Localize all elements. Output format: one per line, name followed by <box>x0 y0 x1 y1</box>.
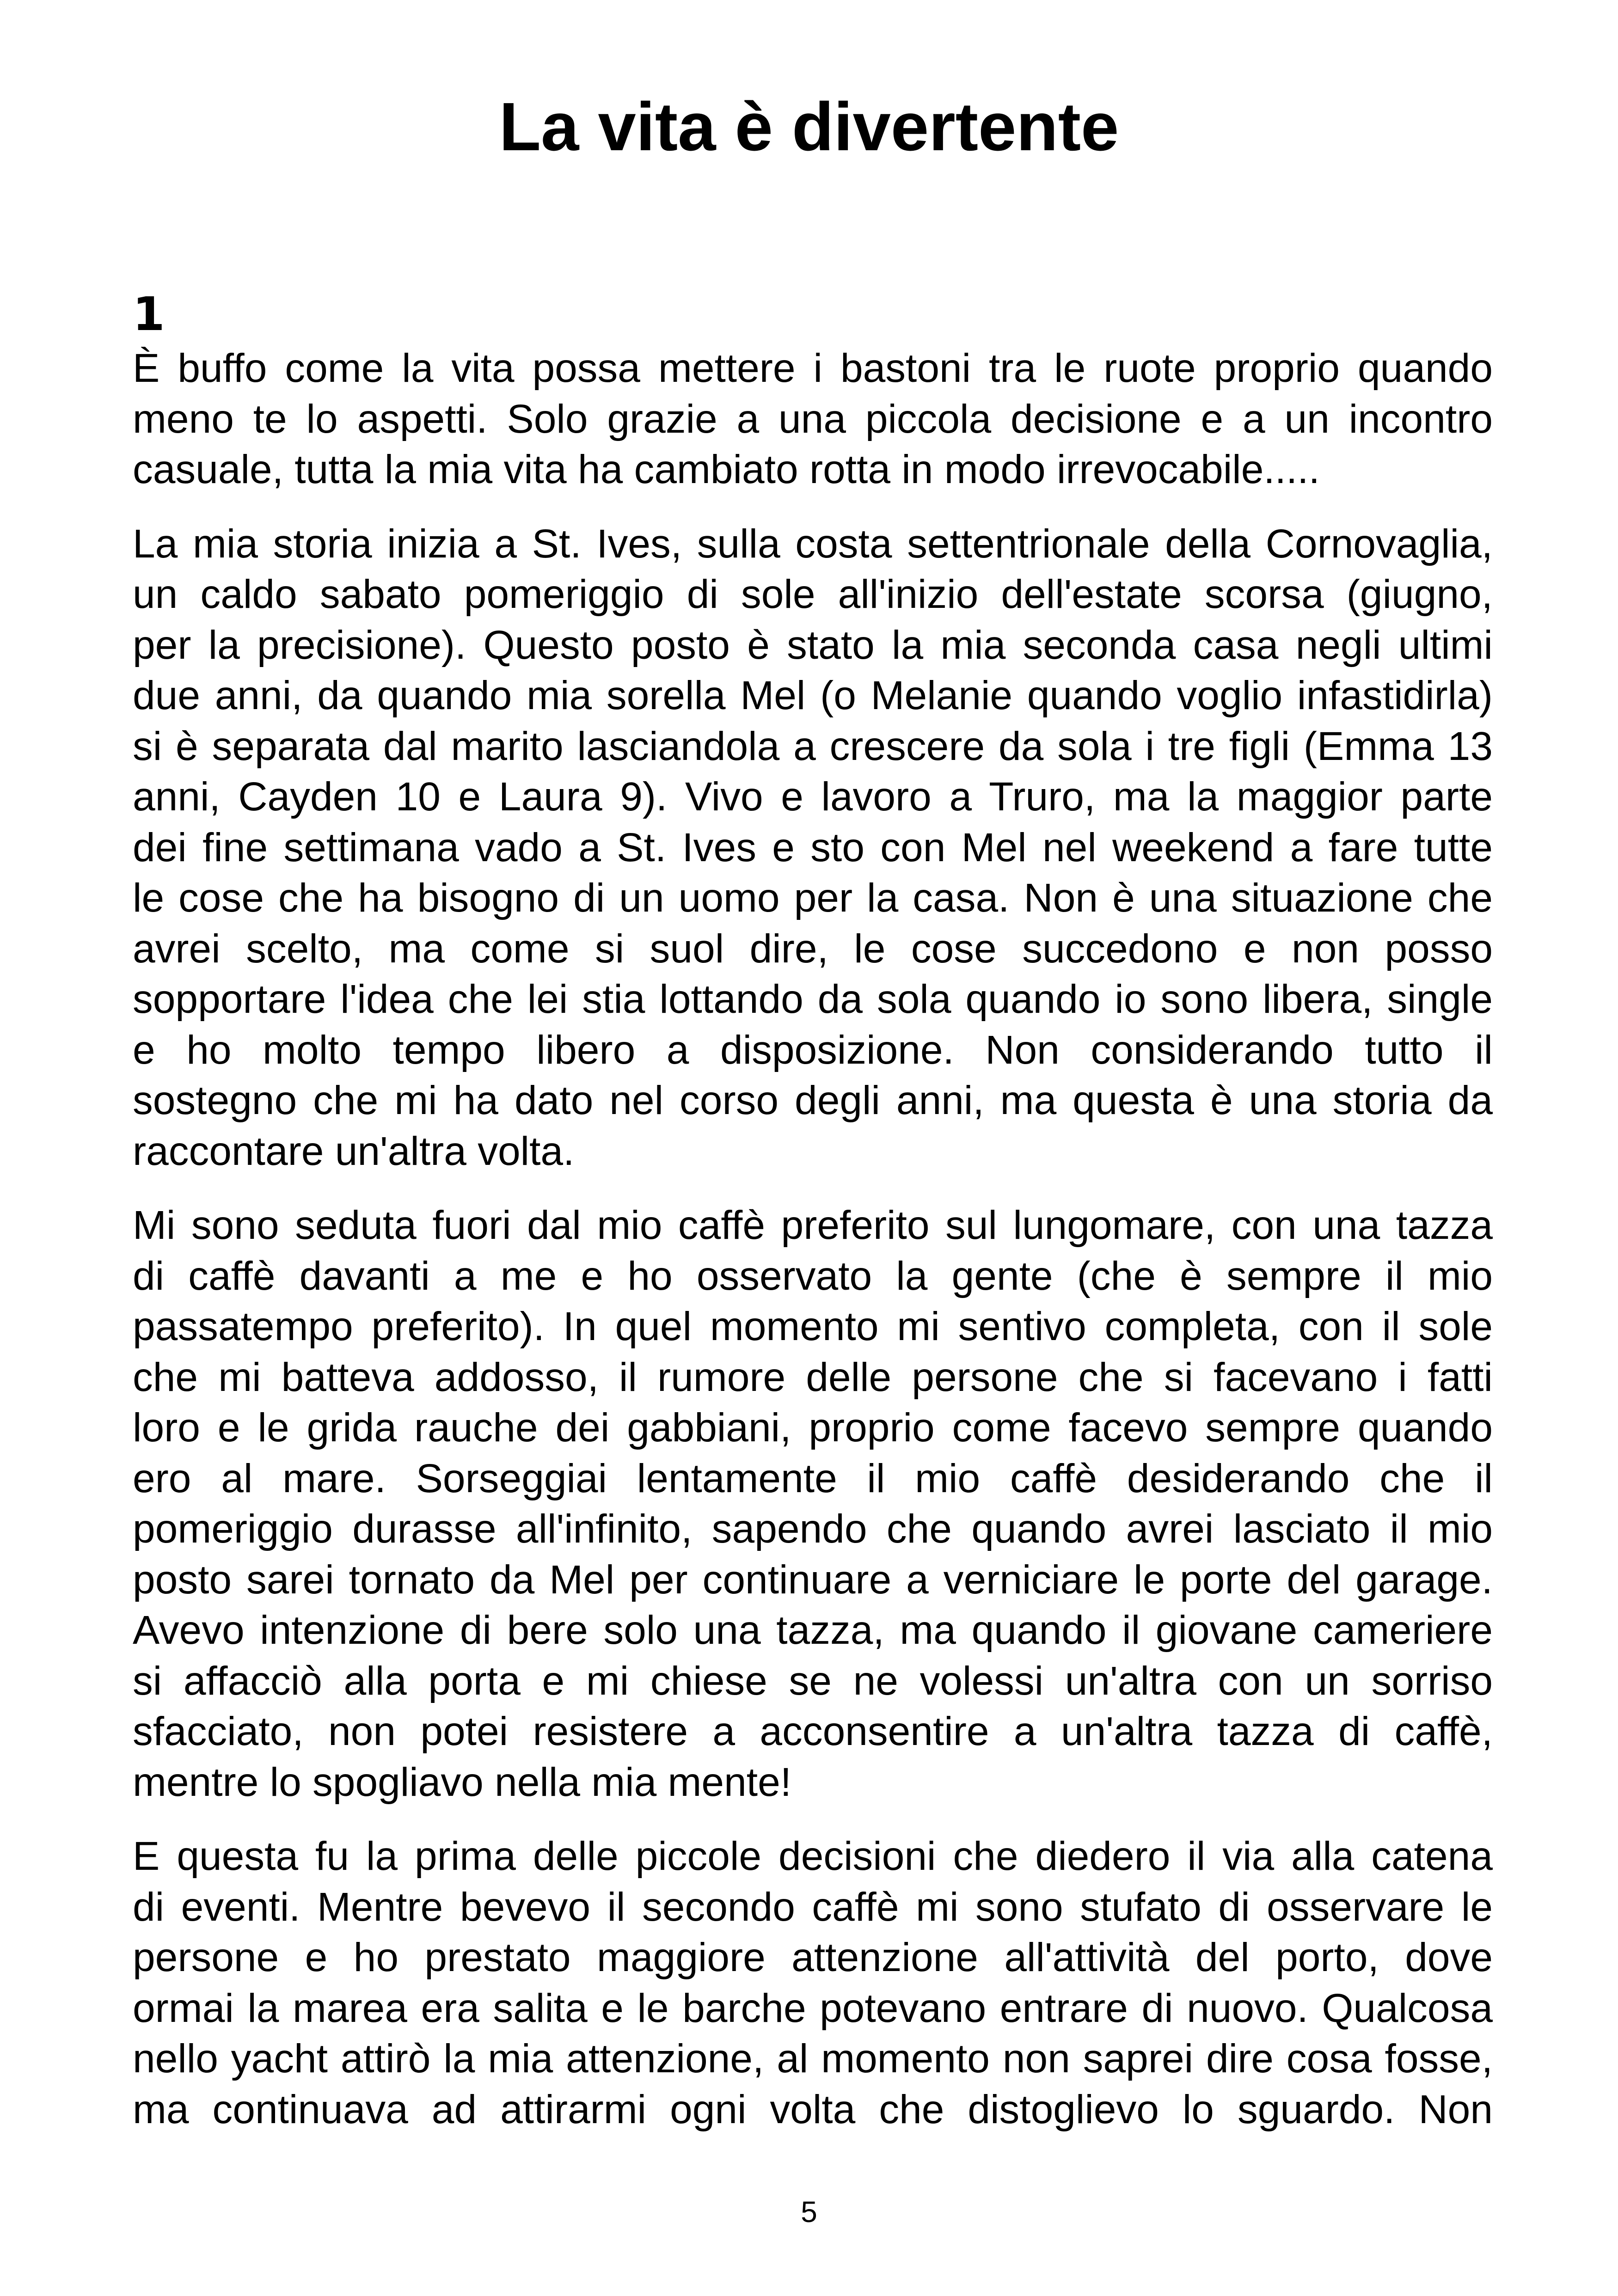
text-line: le cose che ha bisogno di un uomo per la casa. Non è una situazione che <box>133 875 1493 920</box>
text-line: mentre lo spogliavo nella mia mente! <box>133 1759 792 1805</box>
text-line: di caffè davanti a me e ho osservato la gente (che è sempre il mio <box>133 1253 1493 1298</box>
text-line: si affacciò alla porta e mi chiese se ne volessi un'altra con un sorriso <box>133 1658 1493 1703</box>
text-line: Mi sono seduta fuori dal mio caffè preferito sul lungomare, con una tazza <box>133 1202 1493 1248</box>
text-line: di eventi. Mentre bevevo il secondo caffè mi sono stufato di osservare le <box>133 1884 1493 1929</box>
chapter-number: 1 <box>133 287 165 341</box>
text-line: pomeriggio durasse all'infinito, sapendo che quando avrei lasciato il mio <box>133 1506 1493 1551</box>
text-line: avrei scelto, ma come si suol dire, le cose succedono e non posso <box>133 925 1493 971</box>
text-line: nello yacht attirò la mia attenzione, al momento non saprei dire cosa fosse, <box>133 2036 1493 2081</box>
paragraph <box>133 519 1493 1177</box>
text-line: ormai la marea era salita e le barche potevano entrare di nuovo. Qualcosa <box>133 1985 1493 2031</box>
text-line: persone e ho prestato maggiore attenzione all'attività del porto, dove <box>133 1935 1493 1980</box>
text-line: ma continuava ad attirarmi ogni volta che distoglievo lo sguardo. Non <box>133 2086 1493 2132</box>
text-line: si è separata dal marito lasciandola a crescere da sola i tre figli (Emma 13 <box>133 723 1493 769</box>
text-line: casuale, tutta la mia vita ha cambiato rotta in modo irrevocabile..... <box>133 447 1320 492</box>
text-line: Avevo intenzione di bere solo una tazza, ma quando il giovane cameriere <box>133 1607 1493 1653</box>
text-line: E questa fu la prima delle piccole decisioni che diedero il via alla catena <box>133 1833 1493 1879</box>
chapter-body <box>133 286 1493 2158</box>
paragraph <box>133 1200 1493 1807</box>
page-title: La vita è divertente <box>499 89 1119 165</box>
text-line: È buffo come la vita possa mettere i bastoni tra le ruote proprio quando <box>133 345 1493 391</box>
text-line: ero al mare. Sorseggiai lentamente il mio caffè desiderando che il <box>133 1455 1493 1501</box>
paragraph <box>133 1831 1493 2135</box>
text-line: un caldo sabato pomeriggio di sole all'inizio dell'estate scorsa (giugno, <box>133 571 1493 617</box>
text-line: e ho molto tempo libero a disposizione. Non considerando tutto il <box>133 1027 1493 1072</box>
text-line: dei fine settimana vado a St. Ives e sto con Mel nel weekend a fare tutte <box>133 824 1493 870</box>
text-line: posto sarei tornato da Mel per continuare a verniciare le porte del garage. <box>133 1556 1493 1602</box>
text-line: La mia storia inizia a St. Ives, sulla costa settentrionale della Cornovaglia, <box>133 520 1493 566</box>
page-number: 5 <box>801 2195 817 2229</box>
text-line: sfacciato, non potei resistere a acconsentire a un'altra tazza di caffè, <box>133 1708 1493 1754</box>
text-line: meno te lo aspetti. Solo grazie a una piccola decisione e a un incontro <box>133 396 1493 441</box>
text-line: anni, Cayden 10 e Laura 9). Vivo e lavoro a Truro, ma la maggior parte <box>133 774 1493 819</box>
text-line: due anni, da quando mia sorella Mel (o Melanie quando voglio infastidirla) <box>133 673 1493 718</box>
paragraph-list <box>133 343 1493 2135</box>
text-line: per la precisione). Questo posto è stato la mia seconda casa negli ultimi <box>133 622 1493 667</box>
text-line: sopportare l'idea che lei stia lottando da sola quando io sono libera, single <box>133 976 1493 1022</box>
text-line: raccontare un'altra volta. <box>133 1128 575 1174</box>
text-line: che mi batteva addosso, il rumore delle persone che si facevano i fatti <box>133 1354 1493 1400</box>
text-line: passatempo preferito). In quel momento mi sentivo completa, con il sole <box>133 1304 1493 1349</box>
text-line: loro e le grida rauche dei gabbiani, proprio come facevo sempre quando <box>133 1405 1493 1450</box>
paragraph <box>133 343 1493 495</box>
text-line: sostegno che mi ha dato nel corso degli anni, ma questa è una storia da <box>133 1078 1493 1123</box>
